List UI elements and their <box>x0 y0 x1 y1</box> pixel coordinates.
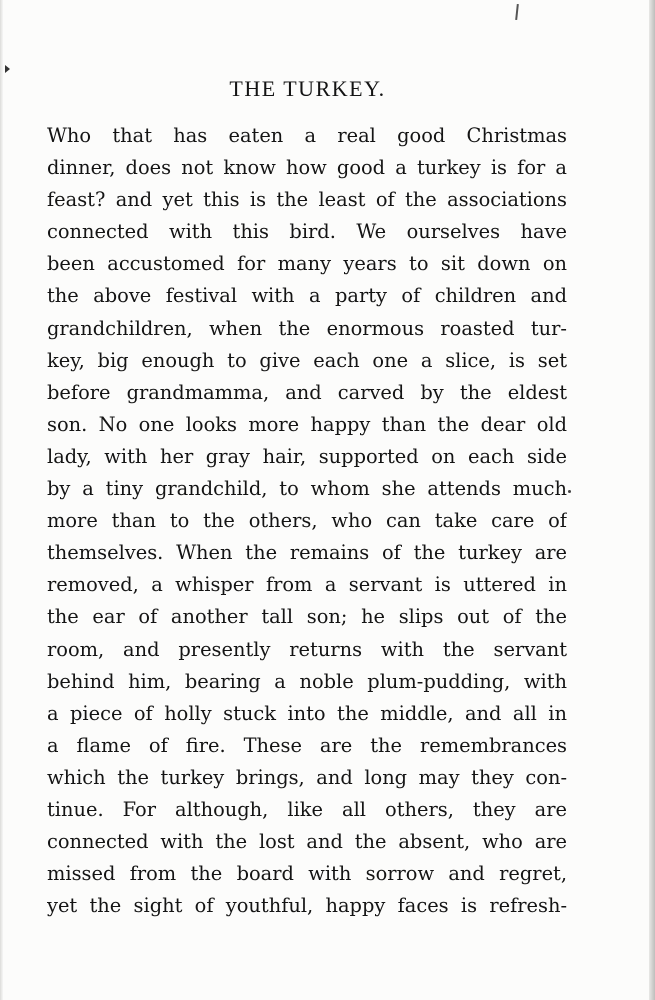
page-title: THE TURKEY. <box>229 76 386 101</box>
text-line: been accustomed for many years to sit down on <box>47 252 567 276</box>
text-line: missed from the board with sorrow and regret, <box>47 862 567 886</box>
text-line: yet the sight of youthful, happy faces is refresh- <box>47 894 567 918</box>
text-line: lady, with her gray hair, supported on each side <box>47 444 567 468</box>
text-line: before grandmamma, and carved by the eldest <box>47 380 567 404</box>
text-line: son. No one looks more happy than the dear old <box>47 412 567 436</box>
text-line: connected with the lost and the absent, who are <box>47 830 567 854</box>
text-line: a piece of holly stuck into the middle, and all in <box>47 701 567 725</box>
scan-speck <box>568 490 571 493</box>
text-line: room, and presently returns with the servant <box>47 637 567 661</box>
body-paragraph <box>47 120 567 922</box>
text-line: grandchildren, when the enormous roasted tur- <box>47 316 567 340</box>
page-left-edge <box>0 0 3 1000</box>
scan-mark-top <box>515 4 519 20</box>
text-line: themselves. When the remains of the turkey are <box>47 541 567 565</box>
text-line: Who that has eaten a real good Christmas <box>47 124 567 147</box>
text-line: tinue. For although, like all others, they are <box>47 797 567 821</box>
text-line: by a tiny grandchild, to whom she attends much <box>47 477 567 501</box>
page-right-edge <box>649 0 655 1000</box>
text-line: which the turkey brings, and long may they con- <box>47 765 567 789</box>
text-line: removed, a whisper from a servant is uttered in <box>47 573 567 597</box>
text-line: the ear of another tall son; he slips out of the <box>47 605 567 629</box>
text-line: the above festival with a party of children and <box>47 284 567 308</box>
text-line: connected with this bird. We ourselves have <box>47 220 567 244</box>
scan-mark-left <box>5 65 10 73</box>
text-line: key, big enough to give each one a slice, is set <box>47 348 567 372</box>
text-line: feast? and yet this is the least of the associations <box>47 188 567 212</box>
text-line: dinner, does not know how good a turkey is for a <box>47 156 567 180</box>
text-line: more than to the others, who can take care of <box>47 509 567 533</box>
text-line: behind him, bearing a noble plum-pudding, with <box>47 669 567 693</box>
text-line: a flame of fire. These are the remembrances <box>47 733 567 757</box>
